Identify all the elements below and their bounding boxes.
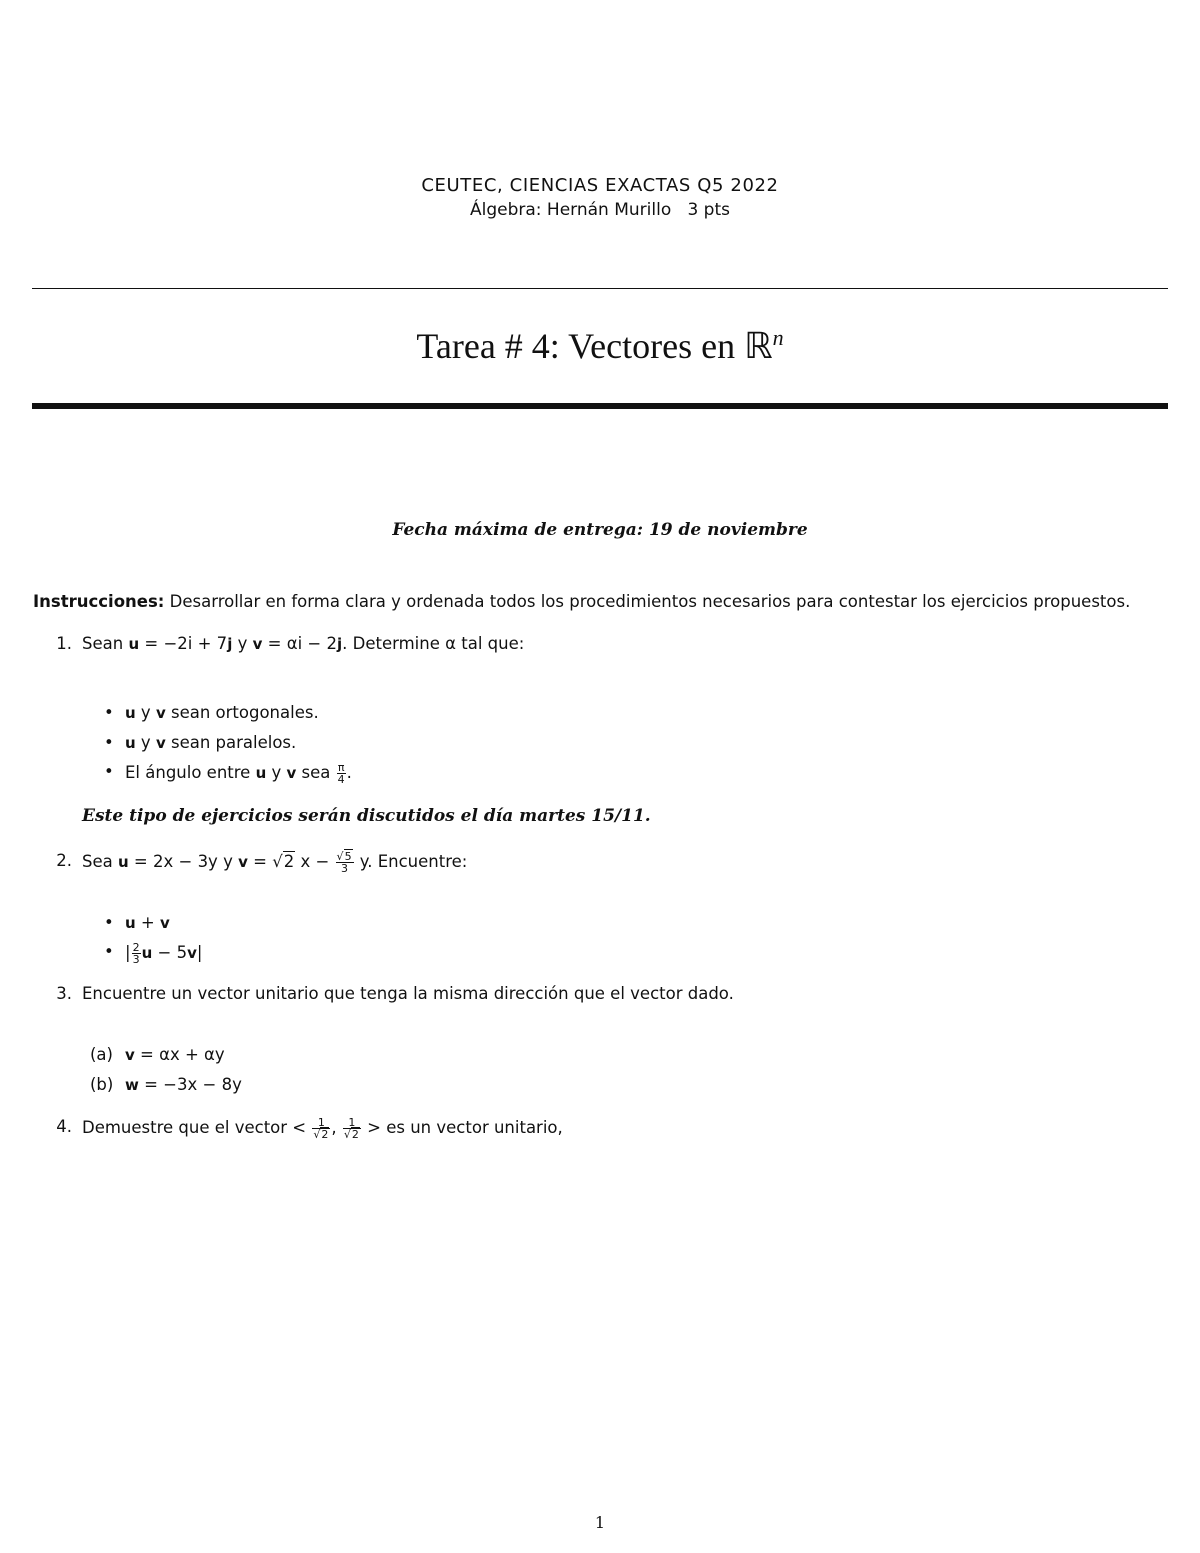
sqrt-icon: √	[336, 850, 344, 863]
exercise-statement: Encuentre un vector unitario que tenga la misma dirección que el vector dado.	[82, 984, 734, 1003]
exercise-statement: Sean u = −2i + 7j y v = αi − 2j. Determine α tal que:	[82, 634, 525, 653]
item-label: (a)	[90, 1045, 113, 1064]
fraction: $\frac{\pi}{4}$	[337, 761, 345, 786]
bullet-icon: •	[104, 913, 114, 932]
title-rule-bottom	[32, 403, 1168, 409]
instructions-label: Instrucciones:	[33, 592, 165, 611]
sqrt-icon: √	[272, 852, 283, 871]
bullet-icon: •	[104, 942, 114, 961]
exercise-number: 4.	[56, 1117, 72, 1136]
bullet-icon: •	[104, 762, 114, 781]
fraction: $\frac{√5}{3}$	[336, 850, 352, 875]
item-label: (b)	[90, 1075, 114, 1094]
exercise-statement: Sea u = 2x − 3y y v = √2 x − $\frac{√5}{3}$ y. Encuentre:	[82, 850, 468, 875]
reals-symbol: ℝ	[744, 326, 773, 366]
title-rule-top	[32, 288, 1168, 289]
exercise-number: 3.	[56, 984, 72, 1003]
sqrt-icon: √	[313, 1128, 321, 1141]
bullet-icon: •	[104, 703, 114, 722]
exercise-statement: Demuestre que el vector < $\frac{1}{√2}$ , $\frac{1}{√2}$ > es un vector unitario,	[82, 1116, 563, 1141]
exercise-number: 2.	[56, 851, 72, 870]
instructor-line: Álgebra: Hernán Murillo 3 pts	[470, 200, 730, 220]
title-text: Tarea # 4: Vectores en	[416, 326, 745, 366]
exercise-number: 1.	[56, 634, 72, 653]
deadline: Fecha máxima de entrega: 19 de noviembre	[392, 520, 808, 540]
page-title	[0, 325, 1200, 367]
exercise-note: Este tipo de ejercicios serán discutidos el día martes 15/11.	[82, 806, 651, 826]
page-number: 1	[594, 1513, 606, 1532]
course-header: CEUTEC, CIENCIAS EXACTAS Q5 2022	[421, 175, 779, 196]
instructions-text: Desarrollar en forma clara y ordenada todos los procedimientos necesarios para contestar los ejercicios propuestos.	[164, 592, 1131, 611]
fraction: $\frac{2}{3}$	[132, 941, 140, 966]
bullet-icon: •	[104, 733, 114, 752]
sqrt-icon: √	[343, 1128, 351, 1141]
title-superscript: n	[772, 325, 784, 350]
fraction: $\frac{1}{√2}$	[343, 1116, 359, 1141]
instructions	[33, 592, 1183, 611]
fraction: $\frac{1}{√2}$	[313, 1116, 329, 1141]
